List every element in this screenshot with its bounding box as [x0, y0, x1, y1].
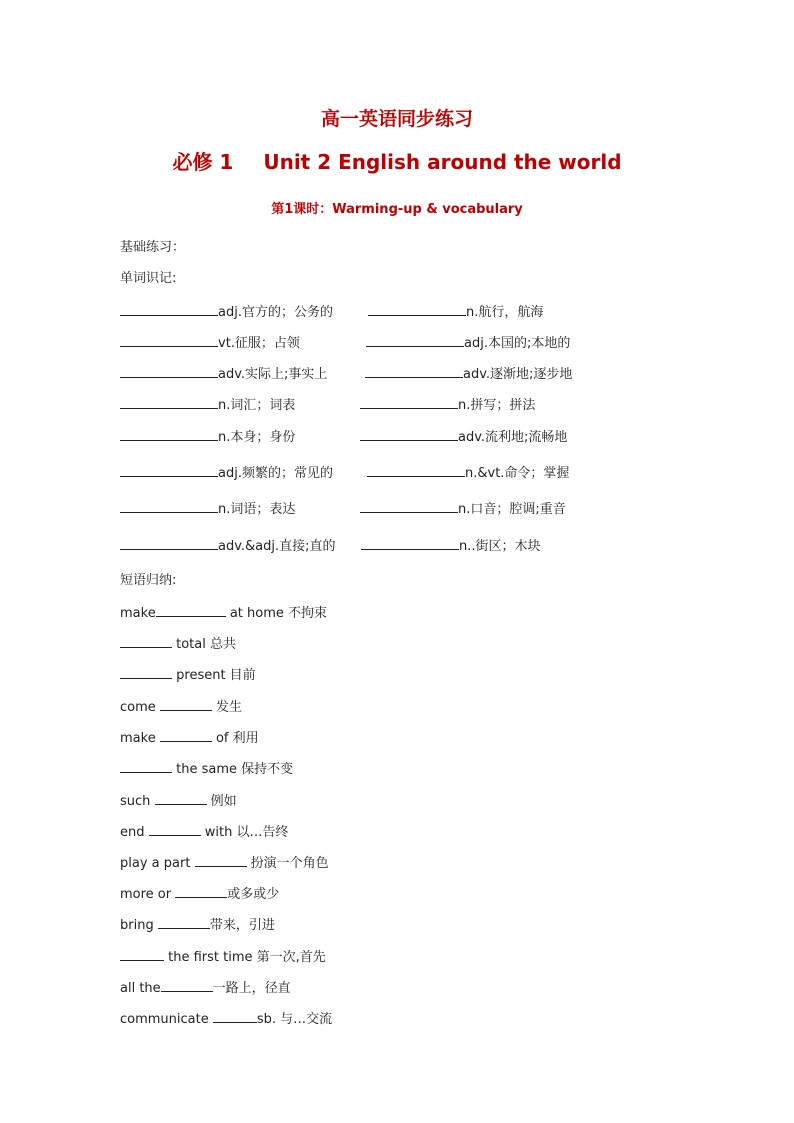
answer-blank[interactable] [120, 333, 218, 347]
phrase-item [120, 759, 293, 779]
lesson-title: 第1课时：Warming-up & vocabulary [271, 202, 523, 217]
unit-title [0, 146, 794, 175]
vocab-item [120, 364, 327, 384]
phrase-item [120, 884, 279, 904]
vocab-item [368, 302, 543, 322]
vocab-item [365, 364, 572, 384]
answer-blank[interactable] [195, 853, 247, 867]
vocab-item [360, 427, 567, 447]
answer-blank[interactable] [120, 634, 172, 648]
answer-blank[interactable] [120, 499, 218, 513]
answer-blank[interactable] [120, 364, 218, 378]
phrase-prefix: all the [120, 981, 161, 996]
phrase-suffix: with 以…告终 [200, 825, 289, 840]
vocab-item [366, 333, 570, 353]
vocab-definition: n.口音；腔调;重音 [458, 502, 566, 517]
answer-blank[interactable] [156, 603, 226, 617]
vocab-item [361, 536, 541, 556]
phrase-prefix: make [120, 606, 156, 621]
answer-blank[interactable] [361, 536, 459, 550]
vocab-definition: adv.&adj.直接;直的 [218, 539, 336, 554]
phrase-item [120, 728, 259, 748]
phrase-suffix: at home 不拘束 [225, 606, 328, 621]
vocab-definition: adj.官方的；公务的 [218, 305, 333, 320]
vocab-item [120, 302, 333, 322]
phrase-prefix: more or [120, 887, 176, 902]
phrase-prefix: such [120, 794, 155, 809]
phrase-item [120, 915, 275, 935]
vocab-definition: adv.实际上;事实上 [218, 367, 328, 382]
phrase-item [120, 665, 256, 685]
answer-blank[interactable] [120, 665, 172, 679]
answer-blank[interactable] [360, 395, 458, 409]
phrase-item [120, 1009, 332, 1029]
phrase-item [120, 822, 288, 842]
answer-blank[interactable] [158, 915, 210, 929]
vocab-item [120, 499, 295, 519]
answer-blank[interactable] [155, 791, 207, 805]
phrase-suffix: the first time 第一次,首先 [164, 950, 326, 965]
vocab-item [360, 395, 535, 415]
page-title: 高一英语同步练习 [320, 108, 473, 130]
vocab-item [120, 463, 333, 483]
answer-blank[interactable] [120, 302, 218, 316]
answer-blank[interactable] [120, 536, 218, 550]
phrase-item [120, 791, 237, 811]
vocab-definition: adj.频繁的；常见的 [218, 466, 333, 481]
phrase-suffix: of 利用 [211, 731, 259, 746]
section-words: 单词识记: [120, 271, 177, 286]
phrase-suffix: sb. 与…交流 [256, 1012, 333, 1027]
phrase-prefix: bring [120, 918, 158, 933]
answer-blank[interactable] [175, 884, 227, 898]
answer-blank[interactable] [160, 728, 212, 742]
vocab-definition: adj.本国的;本地的 [464, 336, 571, 351]
answer-blank[interactable] [213, 1009, 257, 1023]
vocab-item [120, 333, 300, 353]
vocab-definition: n.本身；身份 [218, 430, 296, 445]
section-basic: 基础练习： [120, 240, 186, 255]
phrase-suffix: the same 保持不变 [172, 762, 294, 777]
phrase-suffix: 一路上，径直 [212, 981, 291, 996]
phrase-item [120, 603, 327, 623]
answer-blank[interactable] [160, 697, 212, 711]
vocab-definition: n.拼写；拼法 [458, 398, 536, 413]
phrase-suffix: present 目前 [172, 668, 256, 683]
book-label: 必修 1 [172, 150, 234, 174]
answer-blank[interactable] [360, 499, 458, 513]
vocab-item [367, 463, 569, 483]
phrase-suffix: 带来，引进 [209, 918, 275, 933]
answer-blank[interactable] [366, 333, 464, 347]
answer-blank[interactable] [368, 302, 466, 316]
answer-blank[interactable] [120, 463, 218, 477]
phrase-prefix: come [120, 700, 160, 715]
phrase-prefix: make [120, 731, 160, 746]
phrase-prefix: play a part [120, 856, 195, 871]
vocab-definition: n.词汇；词表 [218, 398, 296, 413]
answer-blank[interactable] [367, 463, 465, 477]
vocab-item [120, 536, 336, 556]
answer-blank[interactable] [149, 822, 201, 836]
vocab-definition: adv.逐渐地;逐步地 [463, 367, 573, 382]
phrase-prefix: end [120, 825, 149, 840]
phrase-item [120, 634, 236, 654]
phrase-suffix: 或多或少 [227, 887, 280, 902]
vocab-definition: n.词语；表达 [218, 502, 296, 517]
phrase-suffix: total 总共 [172, 637, 236, 652]
answer-blank[interactable] [120, 947, 164, 961]
vocab-item [120, 395, 295, 415]
phrase-suffix: 扮演一个角色 [246, 856, 329, 871]
phrase-item [120, 697, 242, 717]
phrase-item [120, 853, 329, 873]
phrase-prefix: communicate [120, 1012, 213, 1027]
vocab-definition: vt.征服；占领 [218, 336, 300, 351]
vocab-item [360, 499, 566, 519]
phrase-item [120, 947, 326, 967]
answer-blank[interactable] [161, 978, 213, 992]
unit-label: Unit 2 English around the world [263, 150, 622, 174]
answer-blank[interactable] [120, 395, 218, 409]
answer-blank[interactable] [120, 427, 218, 441]
answer-blank[interactable] [365, 364, 463, 378]
answer-blank[interactable] [360, 427, 458, 441]
vocab-definition: n..街区；木块 [459, 539, 541, 554]
vocab-item [120, 427, 295, 447]
vocab-definition: n.&vt.命令；掌握 [465, 466, 570, 481]
phrase-item [120, 978, 291, 998]
phrase-suffix: 发生 [211, 700, 243, 715]
phrase-suffix: 例如 [206, 794, 237, 809]
vocab-definition: n.航行，航海 [466, 305, 544, 320]
section-phrases: 短语归纳: [120, 573, 177, 588]
answer-blank[interactable] [120, 759, 172, 773]
vocab-definition: adv.流利地;流畅地 [458, 430, 568, 445]
